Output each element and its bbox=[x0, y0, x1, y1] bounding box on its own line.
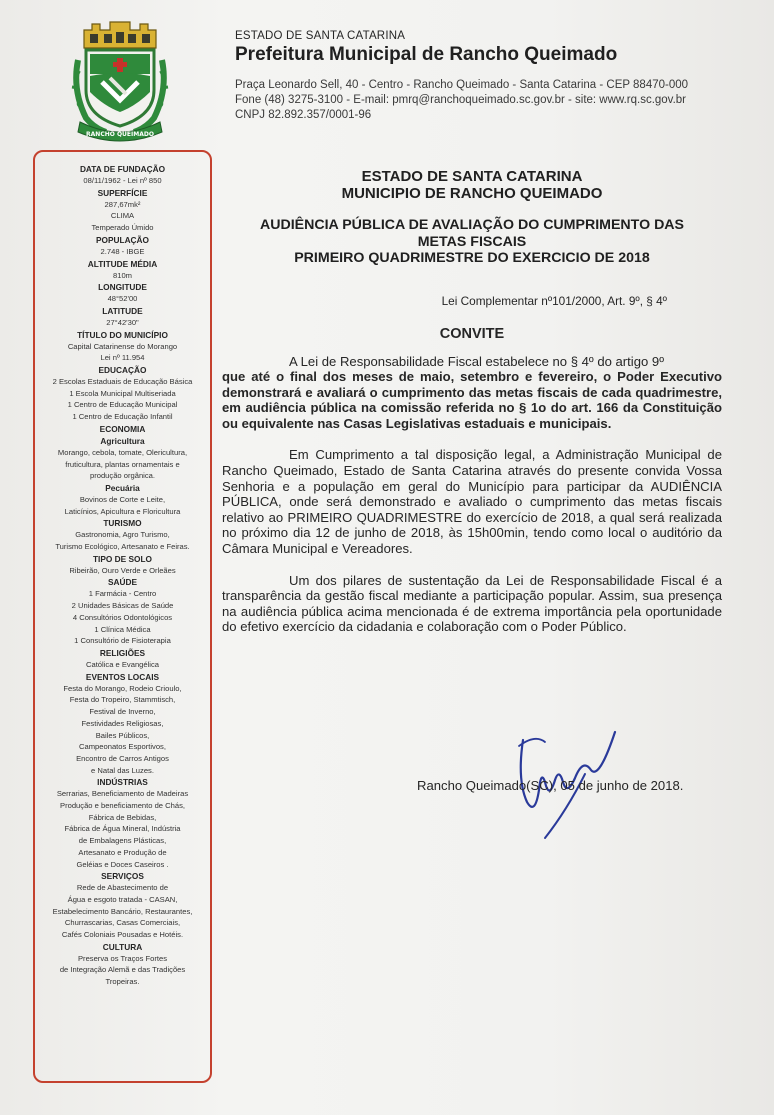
sidebar-text: CLIMA bbox=[110, 211, 135, 221]
letterhead bbox=[235, 30, 755, 123]
sidebar-text: Turismo Ecológico, Artesanato e Feiras. bbox=[55, 542, 190, 552]
subject-line-2: METAS FISCAIS bbox=[417, 233, 527, 250]
sidebar-text: Serrarias, Beneficiamento de Madeiras bbox=[56, 789, 189, 799]
sidebar-text: Água e esgoto tratada - CASAN, bbox=[67, 894, 178, 904]
sidebar-text: Bovinos de Corte e Leite, bbox=[79, 494, 166, 504]
sidebar-text: fruticultura, plantas ornamentais e bbox=[65, 459, 180, 469]
sidebar-text: Preserva os Traços Fortes bbox=[77, 953, 168, 963]
sidebar-text: 27°42'30" bbox=[106, 317, 139, 327]
paragraph-2: Em Cumprimento a tal disposição legal, a Administração Municipal de Rancho Queimado, Estado de Santa Catarina através do presente convida Vossa Senhoria e a população em geral do Município para participar da AUDIÊNCIA PÚBLICA, onde será demonstrado e avaliado o cumprimento das metas fiscais relativo ao PRIMEIRO QUADRIMESTRE do exercício de 2018, a qual será realizada no próximo dia 12 de junho de 2018, às 15h00min, tendo como local o auditório da Câmara Municipal e Vereadores. bbox=[222, 447, 722, 557]
letter-body bbox=[222, 168, 722, 635]
sidebar-heading: ALTITUDE MÉDIA bbox=[87, 258, 158, 269]
sidebar-text: Gastronomia, Agro Turismo, bbox=[75, 530, 170, 540]
sidebar-text: 1 Farmácia - Centro bbox=[88, 589, 157, 599]
sidebar-text: 2 Unidades Básicas de Saúde bbox=[71, 601, 174, 611]
letterhead-contact: Fone (48) 3275-3100 - E-mail: pmrq@ranchoqueimado.sc.gov.br - site: www.rq.sc.gov.br bbox=[235, 94, 686, 106]
sidebar-heading: EVENTOS LOCAIS bbox=[85, 671, 160, 682]
sidebar-text: Festa do Morango, Rodeio Crioulo, bbox=[63, 683, 182, 693]
sidebar-text: 1 Centro de Educação Infantil bbox=[72, 412, 173, 422]
sidebar-text: 4 Consultórios Odontológicos bbox=[72, 612, 173, 622]
sidebar-heading: DATA DE FUNDAÇÃO bbox=[79, 164, 166, 174]
sidebar-text: Churrascarias, Casas Comerciais, bbox=[64, 918, 181, 928]
sidebar-heading: SUPERFÍCIE bbox=[97, 187, 148, 198]
sidebar-heading: LATITUDE bbox=[102, 305, 143, 316]
crest-motto: RANCHO QUEIMADO bbox=[86, 131, 154, 138]
sidebar-heading: INDÚSTRIAS bbox=[97, 777, 148, 788]
sidebar-text: Cafés Coloniais Pousadas e Hotéis. bbox=[61, 930, 184, 940]
sidebar-heading: TURISMO bbox=[103, 518, 142, 529]
sidebar-text: Rede de Abastecimento de bbox=[76, 883, 169, 893]
sidebar-text: 1 Escola Municipal Multiseriada bbox=[69, 388, 176, 398]
letterhead-address: Praça Leonardo Sell, 40 - Centro - Rancho Queimado - Santa Catarina - CEP 88470-000 bbox=[235, 79, 689, 91]
letterhead-state: ESTADO DE SANTA CATARINA bbox=[235, 30, 406, 42]
letterhead-prefeitura: Prefeitura Municipal de Rancho Queimado bbox=[235, 44, 618, 65]
sidebar-text: 287,67mk² bbox=[104, 199, 141, 209]
sidebar-text: Festa do Tropeiro, Stammtisch, bbox=[69, 695, 176, 705]
sidebar-text: 810m bbox=[113, 270, 132, 280]
sidebar-text: Produção e beneficiamento de Chás, bbox=[60, 801, 185, 811]
sidebar-heading: Agricultura bbox=[100, 435, 145, 446]
sidebar-heading: Pecuária bbox=[105, 482, 140, 493]
sidebar-text: 1 Centro de Educação Municipal bbox=[67, 400, 178, 410]
subject-line-1: AUDIÊNCIA PÚBLICA DE AVALIAÇÃO DO CUMPRIMENTO DAS bbox=[259, 217, 685, 233]
sidebar-text: de Integração Alemã e das Tradições bbox=[59, 965, 186, 975]
sidebar-text: Católica e Evangélica bbox=[85, 659, 160, 669]
title-municipality: MUNICIPIO DE RANCHO QUEIMADO bbox=[341, 185, 603, 202]
sidebar-text: Festival de Inverno, bbox=[89, 707, 156, 717]
sidebar-text: Tropeiras. bbox=[105, 977, 140, 987]
sidebar-text: de Embalagens Plásticas, bbox=[78, 836, 167, 846]
sidebar-heading: CULTURA bbox=[102, 941, 143, 952]
sidebar-text: e Natal das Luzes. bbox=[91, 765, 154, 775]
municipality-info-sidebar bbox=[33, 150, 212, 1083]
sidebar-text: Ribeirão, Ouro Verde e Orleães bbox=[69, 565, 176, 575]
letter-heading: CONVITE bbox=[439, 325, 505, 342]
sidebar-text: Artesanato e Produção de bbox=[78, 847, 167, 857]
sidebar-text: 2.748 - IBGE bbox=[100, 246, 145, 256]
sidebar-text: Capital Catarinense do Morango bbox=[67, 341, 178, 351]
sidebar-heading: SERVIÇOS bbox=[101, 871, 144, 882]
law-reference: Lei Complementar nº101/2000, Art. 9º, § 4º bbox=[441, 293, 667, 308]
sidebar-text: Geléias e Doces Caseiros . bbox=[76, 859, 169, 869]
sidebar-heading: TÍTULO DO MUNICÍPIO bbox=[77, 329, 168, 340]
sidebar-text: Temperado Úmido bbox=[91, 223, 154, 233]
sidebar-text: 1 Consultório de Fisioterapia bbox=[74, 636, 171, 646]
municipal-coat-of-arms bbox=[70, 18, 170, 146]
place-and-date: Rancho Queimado(SC), 05 de junho de 2018. bbox=[417, 778, 684, 793]
sidebar-heading: LONGITUDE bbox=[98, 282, 147, 293]
sidebar-text: 48°52'00 bbox=[107, 294, 138, 304]
subject-line-3: PRIMEIRO QUADRIMESTRE DO EXERCICIO DE 2018 bbox=[294, 250, 650, 266]
sidebar-text: Lei nº 11.954 bbox=[100, 353, 145, 363]
paragraph-3: Um dos pilares de sustentação da Lei de Responsabilidade Fiscal é a transparência da gestão fiscal mediante a participação popular. Assim, sua presença na audiência pública acima mencionada é de extrema importância pela oportunidade do efetivo exercício da cidadania e colaboração com o Poder Público. bbox=[222, 572, 722, 635]
sidebar-heading: TIPO DE SOLO bbox=[92, 553, 152, 564]
sidebar-text: produção orgânica. bbox=[89, 471, 155, 481]
sidebar-text: Fábrica de Água Mineral, Indústria bbox=[64, 824, 181, 834]
letterhead-cnpj: CNPJ 82.892.357/0001-96 bbox=[235, 109, 372, 121]
sidebar-text: 2 Escolas Estaduais de Educação Básica bbox=[52, 377, 193, 387]
sidebar-heading: RELIGIÕES bbox=[99, 647, 146, 658]
sidebar-text: 1 Clínica Médica bbox=[94, 624, 151, 634]
sidebar-text: Fábrica de Bebidas, bbox=[88, 812, 157, 822]
sidebar-text: Festividades Religiosas, bbox=[81, 718, 164, 728]
title-state: ESTADO DE SANTA CATARINA bbox=[361, 168, 583, 185]
sidebar-heading: POPULAÇÃO bbox=[95, 234, 149, 245]
sidebar-heading: EDUCAÇÃO bbox=[98, 365, 147, 376]
sidebar-heading: ECONOMIA bbox=[99, 423, 146, 434]
sidebar-text: 08/11/1962 - Lei nº 850 bbox=[83, 176, 162, 185]
sidebar-text: Estabelecimento Bancário, Restaurantes, bbox=[52, 906, 193, 916]
sidebar-text: Laticínios, Apicultura e Floricultura bbox=[64, 506, 181, 516]
sidebar-text: Morango, cebola, tomate, Olericultura, bbox=[57, 447, 188, 457]
sidebar-text: Campeonatos Esportivos, bbox=[79, 742, 166, 752]
sidebar-text: Bailes Públicos, bbox=[95, 730, 150, 740]
sidebar-heading: SAÚDE bbox=[107, 577, 138, 588]
crown-icon bbox=[84, 22, 156, 48]
paragraph-1-bold: que até o final dos meses de maio, setembro e fevereiro, o Poder Executivo demonstrará e avaliará o cumprimento das metas fiscais de cada quadrimestre, em audiência pública na comissão referida no § 1o do art. 166 da Constituição ou equivalente nas Casas Legislativas estaduais e municipais. bbox=[222, 369, 722, 431]
paragraph-1-intro: A Lei de Responsabilidade Fiscal estabelece no § 4º do artigo 9º bbox=[289, 353, 664, 369]
sidebar-text: Encontro de Carros Antigos bbox=[76, 753, 169, 763]
